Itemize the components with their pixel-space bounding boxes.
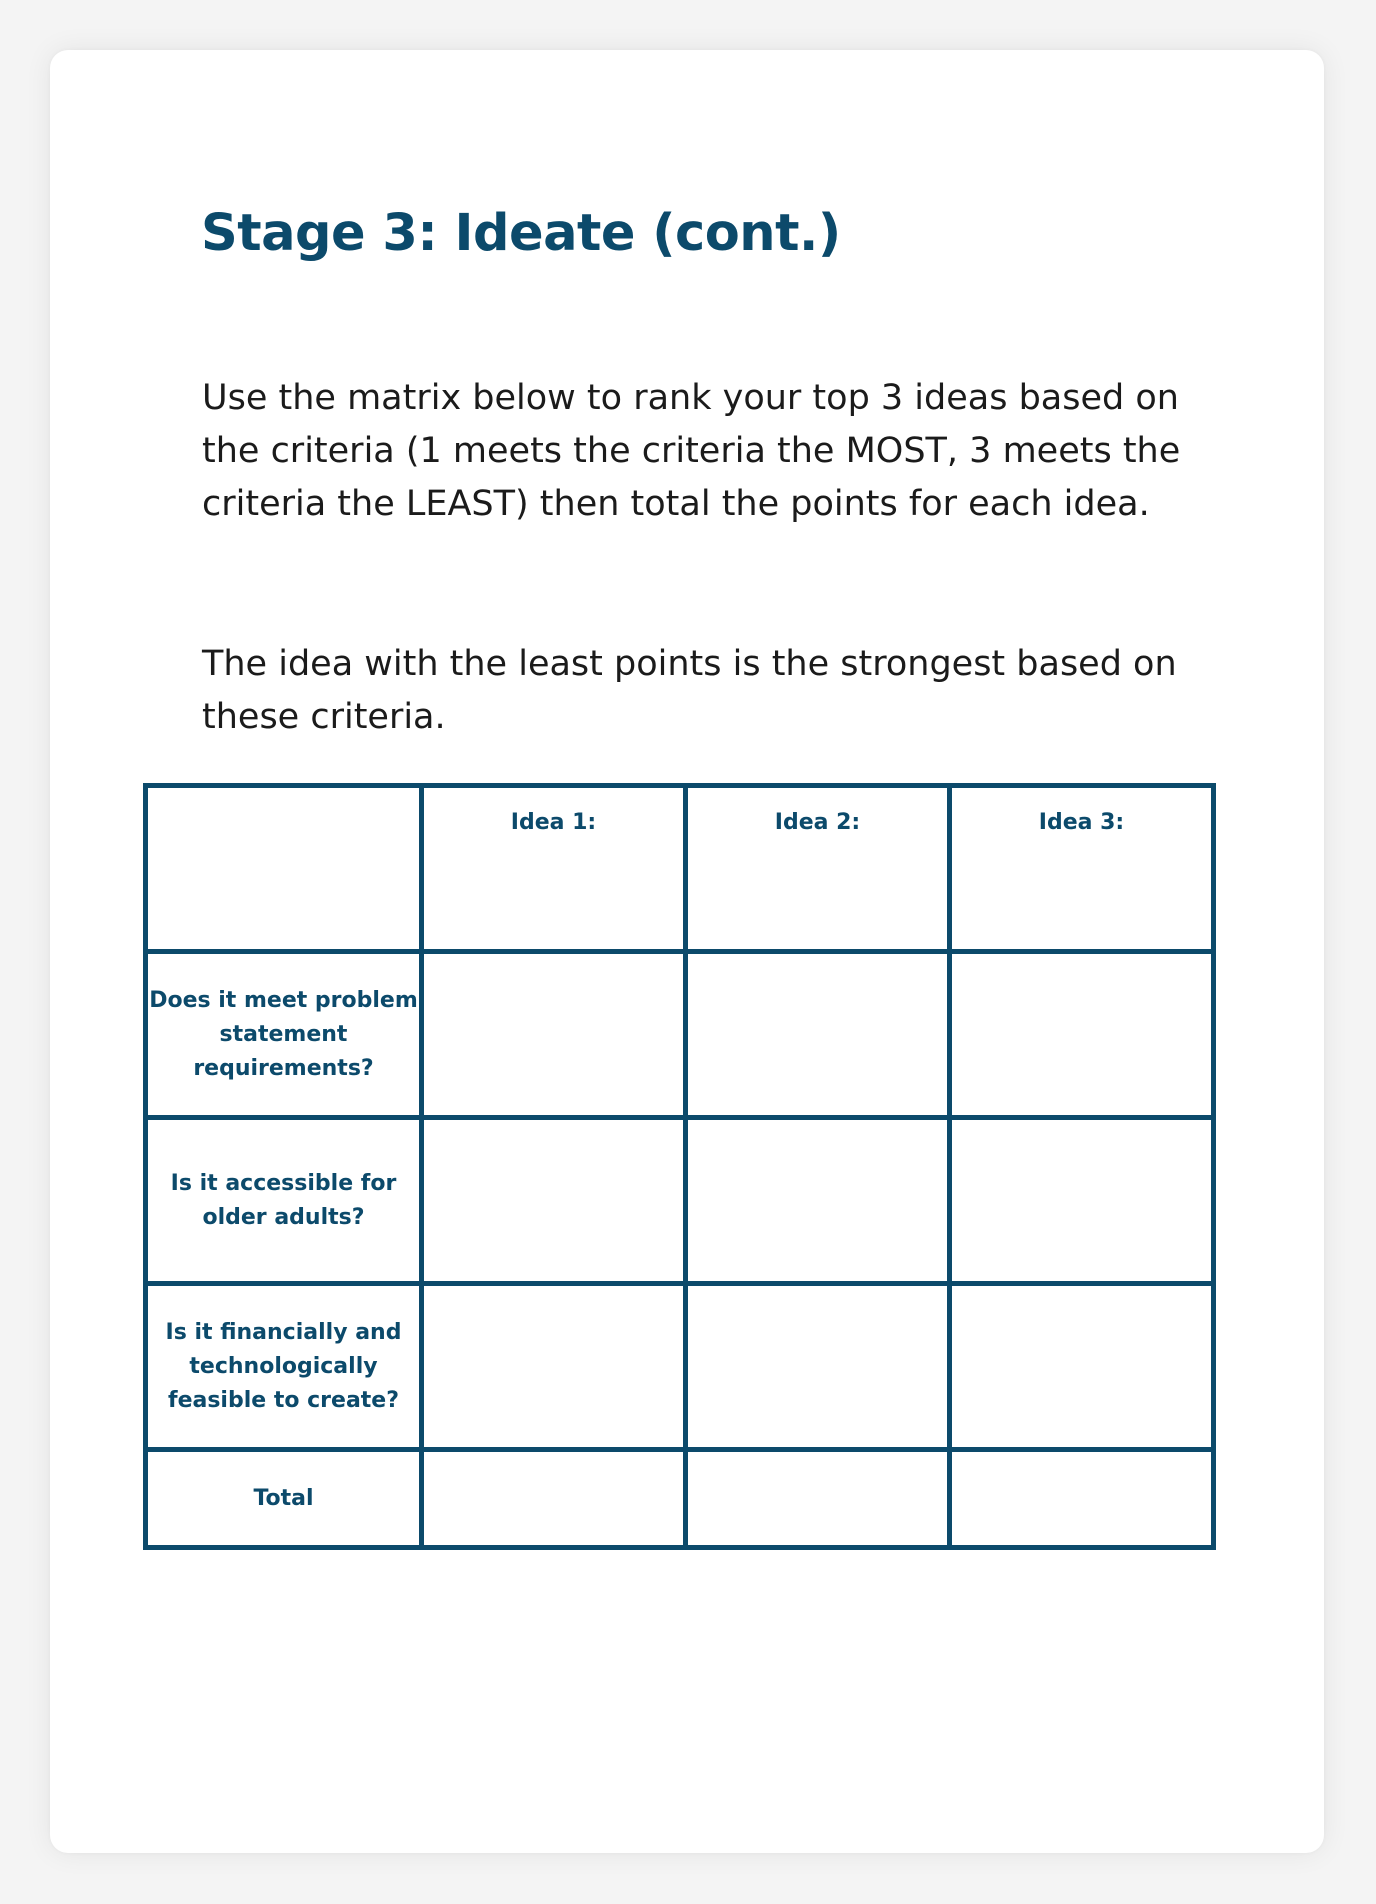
score-cell-accessible-idea-1[interactable]: [422, 1118, 686, 1284]
score-cell-requirements-idea-3[interactable]: [950, 952, 1214, 1118]
ranking-matrix: [143, 783, 1216, 1550]
score-cell-feasible-idea-3[interactable]: [950, 1284, 1214, 1450]
score-cell-feasible-idea-1[interactable]: [422, 1284, 686, 1450]
total-label: Total: [146, 1450, 422, 1548]
criteria-label-feasible: Is it financially and technologically feasible to create?: [146, 1284, 422, 1450]
criteria-row-requirements: [146, 952, 1214, 1118]
total-cell-idea-1[interactable]: [422, 1450, 686, 1548]
idea-2-header[interactable]: Idea 2:: [686, 786, 950, 952]
instructions-paragraph: Use the matrix below to rank your top 3 ideas based on the criteria (1 meets the criteria the MOST, 3 meets the criteria the LEAST) then total the points for each idea.: [202, 378, 1181, 524]
worksheet-page: [50, 50, 1324, 1853]
score-cell-requirements-idea-1[interactable]: [422, 952, 686, 1118]
idea-3-header[interactable]: Idea 3:: [950, 786, 1214, 952]
criteria-row-accessible: [146, 1118, 1214, 1284]
criteria-row-feasible: [146, 1284, 1214, 1450]
page-title: Stage 3: Ideate (cont.): [201, 204, 841, 263]
matrix-corner-cell: [146, 786, 422, 952]
criteria-label-accessible: Is it accessible for older adults?: [146, 1118, 422, 1284]
scoring-note-paragraph: The idea with the least points is the strongest based on these criteria.: [202, 644, 1177, 737]
idea-1-header[interactable]: Idea 1:: [422, 786, 686, 952]
total-cell-idea-2[interactable]: [686, 1450, 950, 1548]
score-cell-feasible-idea-2[interactable]: [686, 1284, 950, 1450]
total-row: [146, 1450, 1214, 1548]
total-cell-idea-3[interactable]: [950, 1450, 1214, 1548]
score-cell-accessible-idea-3[interactable]: [950, 1118, 1214, 1284]
score-cell-accessible-idea-2[interactable]: [686, 1118, 950, 1284]
matrix-header-row: [146, 786, 1214, 952]
criteria-label-requirements: Does it meet problem statement requirements?: [146, 952, 422, 1118]
score-cell-requirements-idea-2[interactable]: [686, 952, 950, 1118]
